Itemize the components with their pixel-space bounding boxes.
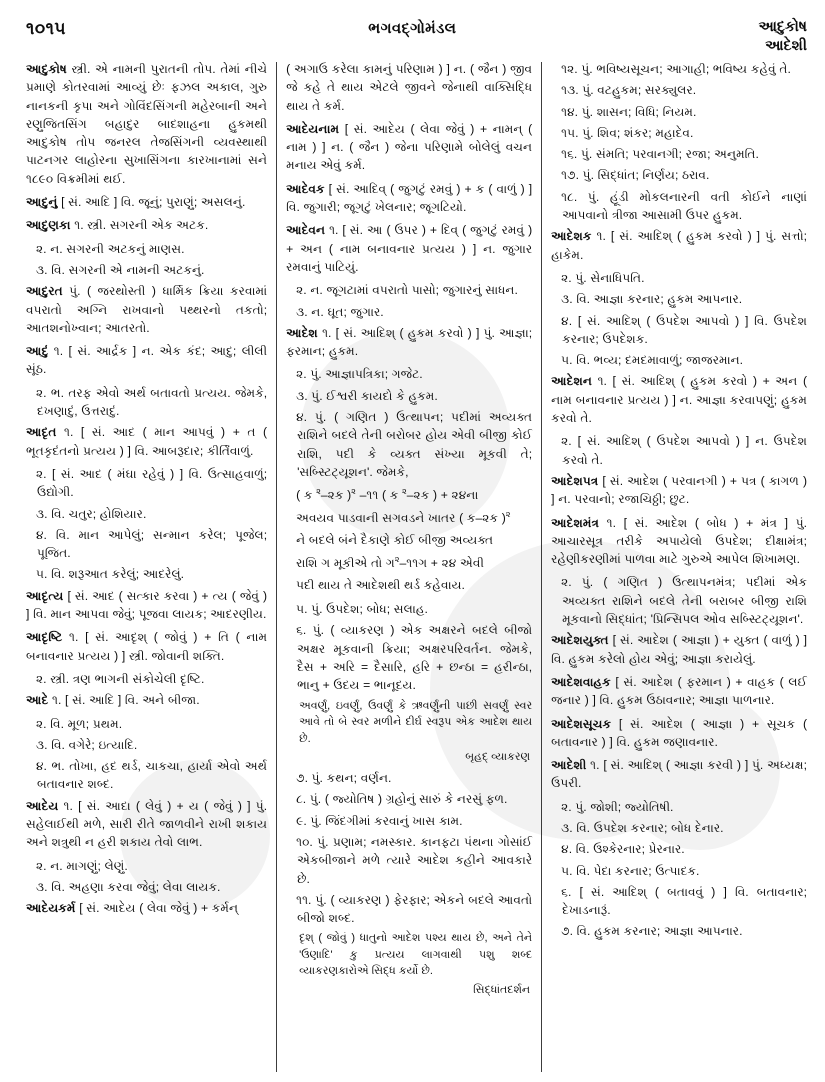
entry-headword: આદૃત [26,425,57,440]
entry-sense: ૧૧. પું. ( વ્યાકરણ ) ફેરફાર; એકને બદલે આવતો બીજો શબ્દ. [296,892,533,926]
entry-headword: આદેય [26,798,59,813]
entry-sense: ૨. [ સં. આદિશ્ ( ઉપદેશ આપવો ) ] ન. ઉપદેશ કરવો તે. [561,434,808,467]
entry-headword: આદેશયુક્ત [551,633,609,648]
entry-sense: ૭. પું. કથન; વર્ણન. [296,771,392,786]
dictionary-entry: આદે ૧. [ સં. આદિ ] વિ. અને બીજા. [26,693,200,708]
dictionary-entry: આદુકોષ સ્ત્રી. એ નામની પુરાતની તોપ. તેમાં નીચે પ્રમાણે કોતરવામાં આવ્યું છેઃ ફઝલ અકાલ, ગુરુ નાનકની કૃપા અને ગોવિંદસિંગની મહેરબાની અને રણુજિતસિંગ બહાદુર બાદશાહના હુકમથી આદુકોષ તોપ જનરલ તેજસિંગની વ્યવસ્થાથી પાટનગર લાહોરના સુખાસિંગના કારખાનામાં સને ૧૮૯૦ વિક્રમીમાં થઈ. [26,62,268,186]
entry-sense: ૨. પું. જોશી; જ્યોતિષી. [561,799,674,814]
column-3 [542,60,813,1080]
quotation-citation: બૃહદ્ વ્યાકરણ [465,751,531,764]
entry-sense: ૨. પું. સેનાધિપતિ. [561,270,645,285]
entry-sense: ૫. પું. ઉપદેશ; બોધ; સલાહ. [296,602,428,617]
entry-headword: આદુકોષ [26,62,67,76]
dictionary-entry: આદેશવાહક [ સં. આદેશ ( ફરમાન ) + વાહક ( લઈ જનાર ) ] વિ. હુકમ ઉઠાવનાર; આજ્ઞા પાળનાર. [551,674,808,708]
entry-sense: ૫. વિ. ભવ્ય; દમદમાવાળું; જાજરમાન. [561,353,744,368]
entry-headword: આદુરત [26,284,63,299]
math-line: અવયવ પાડવાની સગવડને ખાતર ( ક–૨ક )$^૨$ [296,509,511,525]
math-line: ને બદલે બંને દૈકાણે કોઈ બીજી અવ્યક્ત [296,533,494,548]
guide-words [758,10,807,55]
entry-headword: આદેશક [551,229,592,244]
page-header [12,10,813,56]
entry-sense: ૨. પું. આજ્ઞાપત્રિકા; ગજેટ. [296,367,423,382]
math-line: પદી થાય તે આદેશથી થર્ડ કહેવાય. [296,578,465,593]
column-2 [277,60,541,1080]
entry-sense: ૧૭. પું. સિદ્ધાંત; નિર્ણય; ઠરાવ. [561,168,710,183]
dictionary-entry: આદેશ ૧. [ સં. આદિશ્ ( હુકમ કરવો ) ] પું. આજ્ઞા; ફરમાન; હુકમ. [286,325,533,359]
entry-sense: ૪. વિ. માન આપેલું; સન્માન કરેલ; પૂજેલ; પૂજિત. [36,527,268,561]
entry-quotation: અવર્ણું, ઇવર્ણું, ઉવર્ણું કે ઋવર્ણુંની પાછી સવર્ણું સ્વર આવે તો બે સ્વર મળીને દીર્ઘ સ્વરૂપ એક આદેશ થાય છે. [299,699,533,745]
entry-headword: આદેશ [286,325,318,340]
entry-headword: આદેયકર્મ [26,901,76,916]
entry-sense: ૧૮. પું. હૂંડી મોકલનારની વતી કોઈને નાણાં આપવાનો ત્રીજા આસામી ઉપર હુકમ. [561,189,808,223]
entry-headword: આદેશન [551,374,592,389]
dictionary-entry: આદું ૧. [ સં. આર્દ્રક ] ન. એક કંદ; આદુ; લીલી સૂંઠ. [26,344,268,377]
entry-sense: ૧૪. પું. શાસન; વિધિ; નિયમ. [561,104,697,119]
three-column-body [12,56,813,1080]
dictionary-entry: આદૃત્ય [ સં. આદ ( સત્કાર કરવા ) + ત્ય ( જેવું ) ] વિ. માન આપવા જેવું; પૂજવા લાયક; આદરણીય. [26,588,268,622]
entry-headword: આદેવન [286,223,326,238]
math-line: રાશિ ગ મૂકીએ તો ગ$^૨$–૧૧ગ + ૨૪ એવી [296,554,484,570]
entry-headword: આદેશસૂચક [551,716,612,731]
entry-sense: ૫. વિ. શરૂઆત કરેલું; આદરેલું. [36,567,185,582]
entry-headword: આદું [26,344,49,359]
entry-sense: ૪. વિ. ઉશ્કેરનાર; પ્રેરનાર. [561,842,685,857]
dictionary-entry: આદેશસૂચક [ સં. આદેશ ( આજ્ઞા ) + સૂચક ( બતાવનાર ) ] વિ. હુકમ જણાવનાર. [551,716,808,749]
entry-headword: આદુનું [26,195,58,210]
column-1 [12,60,276,1080]
entry-headword: આદેશપત્ર [551,473,599,488]
entry-sense: ૧૨. પું. ભવિષ્યસૂચન; આગાહી; ભવિષ્ય કહેવું તે. [561,62,791,76]
dictionary-entry: આદુનું [ સં. આદિ ] વિ. જૂનું; પુરાણું; અસલનું. [26,195,246,210]
entry-headword: આદેયનામ [286,121,340,136]
guide-word-first: આદુકોષ [758,19,807,35]
guide-word-last: આદેશી [765,37,807,54]
dictionary-entry: આદેશમંત્ર ૧. [ સં. આદેશ ( બોધ ) + મંત્ર ] પું. આચારસૂત્ર તરીકે અપાયેલો ઉપદેશ; દીક્ષામંત્ર; રહેણીકરણીમાં પાળવા માટે ગુરુએ આપેલ શિખામણ. [551,515,808,567]
dictionary-entry: આદેવક [ સં. આદિવ્ ( જુગટું રમવું ) + ક ( વાળું ) ] વિ. જુગારી; જૂગટું ખેલનાર; જૂગટિયો. [286,181,533,215]
entry-sense: ૩. વિ. ઉપદેશ કરનાર; બોધ દેનાર. [561,820,724,835]
entry-sense: ૬. પું. ( વ્યાકરણ ) એક અક્ષરને બદલે બીજો અક્ષર મૂકવાની ક્રિયા; અક્ષરપરિવર્તન. જેમકે, દૈસ + અરિ = દૈસારિ, હરિ + છન્ઠા = હરીન્ઠા, ભાનુ + ઉદય = ભાનૂદય. [296,623,533,693]
entry-sense: ૧૦. પું. પ્રણામ; નમસ્કાર. કાનફટા પંથના ગોસાંઈ એકબીજાને મળે ત્યારે આદેશ કહીને આવકારે છે. [296,834,533,886]
entry-sense: ૨. ન. માગણું; લેણું. [36,858,128,873]
entry-headword: આદૃષ્ટિ [26,630,63,645]
entry-headword: આદુણકા [26,218,71,233]
entry-sense: ૨. ન. જૂગટામાં વપરાતો પાસો; જુગારનું સાધન. [296,283,518,298]
entry-sense: ૧૫. પું. શિવ; શંકર; મહાદેવ. [561,125,694,140]
entry-sense: ૨. પું. ( ગણિત ) ઉત્થાપનમંત્ર; પદીમાં એક અવ્યક્ત રાશિને બદલે તેની બરાબર બીજી રાશિ મૂકવાનો સિદ્ધાંત; 'પ્રિન્સિપલ ઓવ સબ્સ્ટિટ્યૂશન'. [561,575,808,627]
entry-sense: ૫. વિ. પેદા કરનાર; ઉત્પાદક. [561,863,700,878]
dictionary-entry: આદેય ૧. [ સં. આદા ( લેવું ) + ય ( જેવું ) ] પું. સહેલાઈથી મળે, સારી રીતે જાળવીને રાખી શકાય અને શત્રુથી ન હરી શકાય તેવો લાભ. [26,798,268,850]
quotation-citation: સિદ્ધાંતદર્શન [473,983,531,996]
dictionary-entry: આદેશપત્ર [ સં. આદેશ ( પરવાનગી ) + પત્ર ( કાગળ ) ] ન. પરવાનો; રજાચિઠ્ઠી; છુટ. [551,473,808,507]
book-title: ભગવદ્ગોમંડલ [368,20,457,37]
dictionary-entry: આદૃત ૧. [ સં. આદ ( માન આપવું ) + ત ( ભૂતકૃદંતનો પ્રત્યય ) ] વિ. આબરૂદાર; કીર્તિંવાળું. [26,425,268,458]
entry-sense: ૩. વિ. ચતુર; હોશિયાર. [36,506,147,521]
entry-headword: આદૃત્ય [26,588,64,603]
dictionary-entry: આદેશન ૧. [ સં. આદિશ્ ( હુકમ કરવો ) + અન ( નામ બનાવનાર પ્રત્યય ) ] ન. આજ્ઞા કરવાપણું; હુકમ કરવો તે. [551,374,808,426]
entry-sense: ૪. પું. ( ગણિત ) ઉત્થાપન; પદીમાં અવ્યક્ત રાશિને બદલે તેની બરોબર હોય એવી બીજી કોઈ રાશિ, પદી કે વ્યક્ત સંખ્યા મૂકવી તે; 'સબ્સ્ટિટ્યૂશન'. જેમકે, [296,410,533,479]
math-line: ( ક $^૨$–૨ક )$^૨$ –૧૧ ( ક $^૨$–૨ક ) + ૨૪ના [296,487,479,503]
dictionary-entry: આદુરત પું. ( જરથોસ્તી ) ધાર્મિક ક્રિયા કરવામાં વપરાતો અગ્નિ રાખવાનો પથ્થરનો તકતો; આતશનોખ્વાન; આતરતો. [26,284,268,335]
dictionary-entry: આદૃષ્ટિ ૧. [ સં. આદૃશ્ ( જોવું ) + તિ ( નામ બનાવનાર પ્રત્યય ) ] સ્ત્રી. જોવાની શક્તિ. [26,630,268,663]
entry-headword: આદેવક [286,181,325,196]
dictionary-entry: ( અગાઉ કરેલા કામનું પરિણામ ) ] ન. ( જૈન ) જીવ જે કહે તે થાય એટલે જીવને જેનાથી વાક્સિદ્ધિ થાય તે કર્મ. [286,62,533,113]
entry-sense: ૨. [ સં. આદ ( મંઘા રહેવું ) ] વિ. ઉત્સાહવાળું; ઉદ્યોગી. [36,466,268,500]
entry-sense: ૬. [ સં. આદિશ્ ( બતાવવું ) ] વિ. બતાવનાર; દેખાડનારૂં. [561,884,808,918]
dictionary-entry: આદેશી ૧. [ સં. આદિશ્ ( આજ્ઞા કરવી ) ] પું. અધ્યક્ષ; ઉપરી. [551,758,808,791]
math-formula-block [286,484,532,597]
entry-sense: ૪. [ સં. આદિશ્ ( ઉપદેશ આપવો ) ] વિ. ઉપદેશ કરનાર; ઉપદેશક. [561,313,808,346]
entry-headword: આદેશમંત્ર [551,515,599,530]
entry-headword: આદે [26,693,49,708]
entry-headword: આદેશવાહક [551,674,611,689]
folio-number: ૧૦૧૫ [26,19,67,38]
entry-sense: ૧૬. પું. સંમતિ; પરવાનગી; રજા; અનુમતિ. [561,147,759,162]
entry-sense: ૨. સ્ત્રી. ત્રણ ભાગની સંકોચેલી દૃષ્ટિ. [36,671,205,686]
entry-sense: ૭. વિ. હુકમ કરનાર; આજ્ઞા આપનાર. [561,924,743,939]
entry-sense: ૩. ન. ઘૂત; જુગાર. [296,304,384,319]
dictionary-entry: આદુણકા ૧. સ્ત્રી. સગરની એક અટક. [26,218,209,233]
entry-headword: આદેશી [551,758,587,773]
entry-sense: ૮. પું. ( જ્યોતિષ ) ગ્રહોનું સારું કે નરસું ફળ. [296,792,508,807]
dictionary-entry: આદેયનામ [ સં. આદેય ( લેવા જેવું ) + નામન્ ( નામ ) ] ન. ( જૈન ) જેના પરિણામે બોલેલું વચન મનાય એવું કર્મ. [286,121,533,173]
entry-sense: ૯. પું. જિંદગીમાં કરવાનું ખાસ કામ. [296,813,463,828]
entry-sense: ૨. ભ. તરફ એવો અર્થ બતાવતો પ્રત્યય. જેમકે, દખણાદું, ઉત્તરાદું. [36,385,268,419]
entry-sense: ૩. વિ. વગેરે; ઇત્યાદિ. [36,737,138,752]
dictionary-entry: આદેશક ૧. [ સં. આદિશ્ ( હુકમ કરવો ) ] પું. સત્તો; હાકેમ. [551,229,808,262]
entry-sense: ૨. ન. સગરની અટકનું માણસ. [36,241,185,256]
dictionary-entry: આદેવન ૧. [ સં. આ ( ઉપર ) + દિવ્ ( જુગટું રમવું ) + અન ( નામ બનાવનાર પ્રત્યય ) ] ન. જુગાર રમવાનું પાટિયું. [286,223,533,274]
dictionary-entry: આદેશયુક્ત [ સં. આદેશ ( આજ્ઞા ) + યુક્ત ( વાળું ) ] વિ. હુકમ કરેલો હોય એવું; આજ્ઞા કરાયેલું. [551,633,808,666]
entry-sense: ૪. ભ. તોખા, હદ થર્ડ, ચાકચા, હાર્યા એવો અર્થ બતાવનાર શબ્દ. [36,759,268,792]
entry-sense: ૧૩. પું. વટહુકમ; સરક્યુલર. [561,83,697,98]
entry-sense: ૩. પું. ઈશ્વરી કાયદો કે હુકમ. [296,388,438,403]
entry-sense: ૨. વિ. મૂળ; પ્રથમ. [36,716,123,731]
entry-sense: ૩. વિ. સગરની એ નામની અટકનું. [36,262,205,277]
entry-sense: ૩. વિ. અહણા કરવા જેવું; લેવા લાયક. [36,879,221,894]
dictionary-entry: આદેયકર્મ [ સં. આદેય ( લેવા જેવું ) + કર્મન્ [26,901,239,916]
entry-sense: ૩. વિ. આજ્ઞા કરનાર; હુકમ આપનાર. [561,292,743,307]
entry-quotation: દૃશ્ ( જોવું ) ધાતુનો આદેશ પશ્ય થાય છે, અને તેને 'ઉણાદિ' કુ પ્રત્યય લાગવાથી પશુ શબ્દ વ્યાકરણકારોએ સિદ્ધ કર્યો છે. [299,932,533,978]
